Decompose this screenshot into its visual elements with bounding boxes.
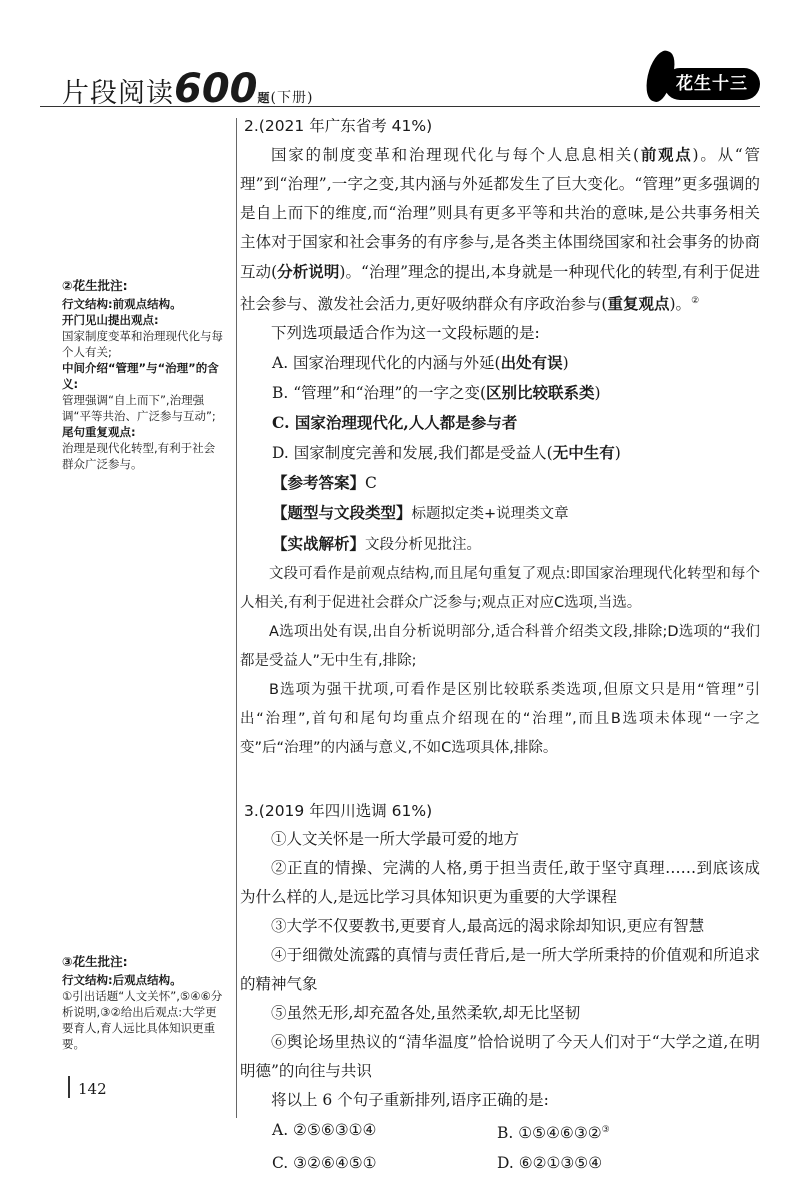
title-suffix: 题 — [257, 91, 271, 105]
analysis-paragraph: B选项为强干扰项,可看作是区别比较联系类选项,但原文只是用“管理”引出“治理”,首句和尾句均重点介绍现在的“治理”,而且B选项未体现“一字之变”后“治理”的内涵与意义,不如C选项具体,排除。 — [240, 682, 760, 757]
option-close: ) — [562, 354, 569, 373]
passage-text: )。从“管理”到“治理”,一字之变,其内涵与外延都发生了巨大变化。“管理”更多强调的是自上而下的维度,而“治理”则具有更多平等和共治的意味,是公共事务相关主体对于国家和社会事务的有序参与,是各类主体围绕国家和社会事务的协商互动( — [240, 146, 760, 281]
answer-value: C — [365, 474, 377, 493]
option-close: ) — [594, 384, 601, 403]
sentence-item: ①人文关怀是一所大学最可爱的地方 — [271, 830, 520, 849]
book-title — [62, 66, 313, 112]
brand-name: 花生十三 — [664, 68, 760, 100]
title-number: 600 — [174, 66, 258, 112]
page-header — [0, 0, 800, 118]
note-line: 开门见山提出观点: — [62, 313, 159, 327]
volume-label: (下册) — [270, 90, 314, 106]
option-annotation: 出处有误 — [500, 353, 563, 373]
answer-tag: 【参考答案】 — [272, 473, 366, 493]
question-2-passage — [240, 140, 760, 319]
option-a — [240, 348, 760, 378]
main-content — [240, 112, 760, 1178]
title-prefix: 片段阅读 — [62, 78, 174, 109]
option-row — [240, 1115, 760, 1148]
passage-text: )。 — [669, 295, 692, 314]
option-text: C. 国家治理现代化,人人都是参与者 — [272, 413, 518, 433]
type-tag: 【题型与文段类型】 — [272, 503, 412, 523]
question-2-header: 2.(2021 年广东省考 41%) — [244, 117, 433, 135]
analysis-text: 文段分析见批注。 — [365, 537, 482, 554]
option-annotation: 区别比较联系类 — [486, 383, 595, 403]
passage-text: 国家的制度变革和治理现代化与每个人息息相关( — [271, 146, 640, 164]
analysis-tag: 【实战解析】 — [272, 534, 366, 554]
option-b: B. ①⑤④⑥③②③ — [497, 1124, 610, 1143]
analysis-paragraph: A选项出处有误,出自分析说明部分,适合科普介绍类文段,排除;D选项的“我们都是受益人”无中生有,排除; — [240, 624, 760, 670]
question-3-header: 3.(2019 年四川选调 61%) — [244, 802, 433, 821]
option-c: C. ③②⑥④⑤① — [272, 1154, 377, 1173]
margin-divider — [236, 118, 237, 1118]
type-line — [240, 498, 760, 529]
note-title: ③花生批注: — [62, 954, 128, 969]
note-line: 管理强调“自上而下”,治理强调“平等共治、广泛参与互动”; — [62, 393, 216, 423]
note-line: 行文结构:前观点结构。 — [62, 297, 182, 311]
option-text: D. 国家制度完善和发展,我们都是受益人( — [272, 444, 553, 463]
option-b — [240, 378, 760, 408]
note-line: 行文结构:后观点结构。 — [62, 973, 182, 987]
margin-note-2 — [62, 276, 224, 472]
passage-annotation: 分析说明 — [277, 262, 340, 281]
question-2-prompt: 下列选项最适合作为这一文段标题的是: — [271, 324, 540, 343]
passage-text: )。“治理”理念的提出,本身就是一种现代化的转型,有利于促进社会参与、激发社会活力,更好吸纳群众有序政治参与( — [240, 263, 760, 314]
note-line: 中间介绍“管理”与“治理”的含义: — [62, 361, 219, 391]
margin-note-3 — [62, 952, 224, 1052]
brand-logo — [640, 50, 760, 106]
note-line: ①引出话题“人文关怀”,⑤④⑥分析说明,③②给出后观点:大学更要育人,育人远比具体知识更重要。 — [62, 989, 223, 1051]
footnote-mark: ② — [691, 296, 700, 306]
sentence-item: ⑤虽然无形,却充盈各处,虽然柔软,却无比坚韧 — [271, 1004, 581, 1023]
option-annotation: 无中生有 — [552, 443, 615, 463]
type-text: 标题拟定类+说理类文章 — [411, 506, 569, 523]
note-line: 国家制度变革和治理现代化与每个人有关; — [62, 329, 223, 359]
passage-annotation: 前观点 — [639, 145, 693, 164]
option-text: B. “管理”和“治理”的一字之变( — [272, 384, 486, 403]
note-title: ②花生批注: — [62, 278, 128, 293]
footnote-mark: ③ — [601, 1125, 610, 1136]
page-number: 142 — [78, 1080, 107, 1098]
note-line: 尾句重复观点: — [62, 425, 136, 439]
question-3-prompt: 将以上 6 个句子重新排列,语序正确的是: — [271, 1091, 549, 1110]
note-line: 治理是现代化转型,有利于社会群众广泛参与。 — [62, 441, 216, 471]
option-text: A. 国家治理现代化的内涵与外延( — [272, 354, 501, 373]
answer-line — [240, 468, 760, 498]
sentence-item: ③大学不仅要教书,更要育人,最高远的渴求除却知识,更应有智慧 — [271, 917, 705, 936]
sentence-item: ⑥舆论场里热议的“清华温度”恰恰说明了今天人们对于“大学之道,在明明德”的向往与共识 — [240, 1033, 760, 1081]
sentence-item: ②正直的情操、完满的人格,勇于担当责任,敢于坚守真理……到底该成为什么样的人,是远比学习具体知识更为重要的大学课程 — [240, 859, 760, 907]
option-d: D. ⑥②①③⑤④ — [497, 1154, 603, 1173]
option-a: A. ②⑤⑥③①④ — [272, 1121, 377, 1140]
sentence-item: ④于细微处流露的真情与责任背后,是一所大学所秉持的价值观和所追求的精神气象 — [240, 946, 760, 994]
option-close: ) — [614, 444, 621, 463]
option-c — [240, 408, 760, 438]
passage-annotation: 重复观点 — [607, 294, 670, 314]
option-row — [240, 1148, 760, 1178]
page-number-mark — [68, 1076, 70, 1098]
analysis-paragraph: 文段可看作是前观点结构,而且尾句重复了观点:即国家治理现代化转型和每个人相关,有利于促进社会群众广泛参与;观点正对应C选项,当选。 — [240, 566, 760, 612]
analysis-line — [240, 529, 760, 560]
option-d — [240, 438, 760, 468]
